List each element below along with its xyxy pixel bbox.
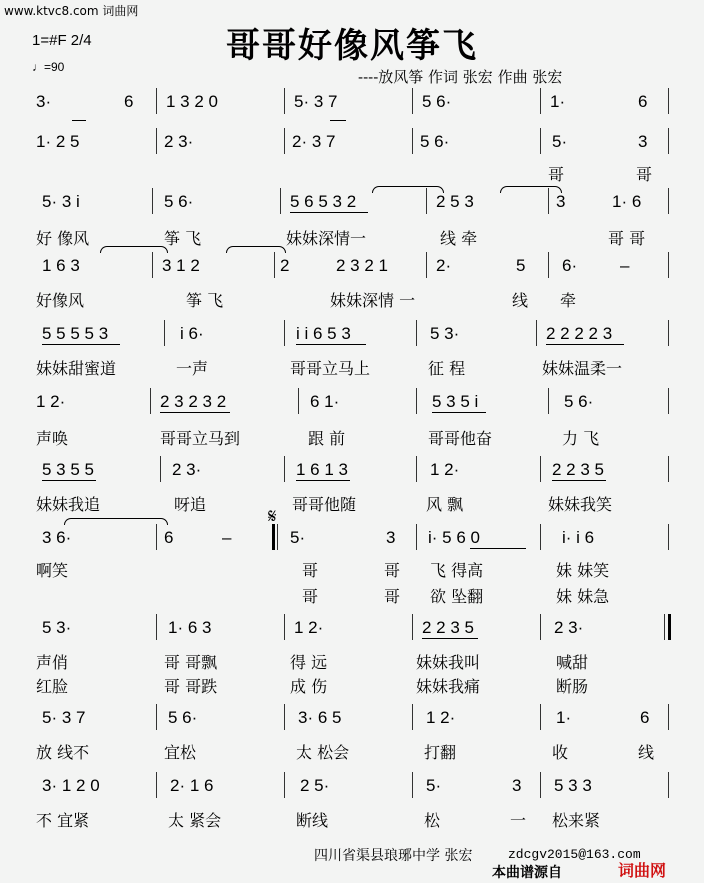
note-group: 6 [640, 708, 650, 727]
lyric-text: 成 伤 [290, 677, 328, 696]
note-group: 6 [638, 92, 648, 111]
lyric-text: 哥 [636, 165, 653, 184]
lyric-text: 妹妹深情一 [286, 229, 367, 248]
lyric-text: 跟 前 [308, 429, 346, 448]
note-group: 5 6· [564, 392, 594, 411]
note-group: 2 2 2 2 3 [546, 324, 613, 343]
note-group: 2· 1 6 [170, 776, 214, 795]
note-group: 3· 6 5 [298, 708, 342, 727]
note-group: i i 6 5 3 [296, 324, 351, 343]
note-group: – [222, 528, 232, 547]
note-group: 2 5 3 [436, 192, 474, 211]
note-group: 3 [386, 528, 396, 547]
lyric-text: 打翻 [424, 743, 457, 762]
lyric-text: 太 松会 [296, 743, 350, 762]
note-group: 5· 3 i [42, 192, 80, 211]
note-group: 1 2· [36, 392, 66, 411]
note-group: 2 2 3 5 [552, 460, 604, 479]
note-group: 2 2 3 5 [422, 618, 474, 637]
footer-source: 四川省渠县琅琊中学 张宏 [314, 848, 473, 864]
lyric-text: 哥哥立马到 [160, 429, 241, 448]
lyric-text: 一 [510, 811, 527, 830]
lyric-text: 哥 [302, 587, 319, 606]
lyric-text: 不 宜紧 [36, 811, 90, 830]
note-group: 1 3 2 0 [166, 92, 218, 111]
note-group: 2 [280, 256, 290, 275]
note-group: 2 3· [172, 460, 202, 479]
note-group: i 6· [180, 324, 204, 343]
note-group: 1· 6 3 [168, 618, 212, 637]
footer-label: 本曲谱源自 [492, 865, 562, 881]
song-title: 哥哥好像风筝飞 [226, 26, 478, 66]
note-group: 3· [36, 92, 52, 111]
lyric-text: 好像风 [36, 291, 85, 310]
note-group: 5 6· [168, 708, 198, 727]
note-group: 1· 2 5 [36, 132, 80, 151]
lyric-text: 太 紧会 [168, 811, 222, 830]
note-group: 3· 1 2 0 [42, 776, 100, 795]
note-group: 5 3 3 [554, 776, 592, 795]
lyric-text: 放 线不 [36, 743, 90, 762]
note-group: 6· [562, 256, 578, 275]
note-group: 5 5 5 5 3 [42, 324, 109, 343]
lyric-text: 飞 得高 [430, 561, 484, 580]
lyric-text: 松 [424, 811, 441, 830]
note-group: 3 [638, 132, 648, 151]
lyric-text: 红脸 [36, 677, 69, 696]
note-group: 2· 3 7 [292, 132, 336, 151]
note-group: 5 3 5 5 [42, 460, 94, 479]
note-group: 6 [124, 92, 134, 111]
tempo-mark: ♩=90 [32, 60, 65, 74]
footer-email: zdcgv2015@163.com [508, 847, 641, 862]
lyric-text: 筝 飞 [186, 291, 224, 310]
note-group: 1 2· [426, 708, 456, 727]
note-group: 5· [552, 132, 568, 151]
note-group: 5· [290, 528, 306, 547]
note-group: 5 [516, 256, 526, 275]
lyric-text: 哥 哥 [608, 229, 646, 248]
note-group: 2· [436, 256, 452, 275]
lyric-text: 宜松 [164, 743, 197, 762]
lyric-text: 哥 [384, 561, 401, 580]
footer-site: 词曲网 [618, 861, 667, 880]
note-group: 1 6 3 [42, 256, 80, 275]
lyric-text: 筝 飞 [164, 229, 202, 248]
note-group: i· i 6 [562, 528, 595, 547]
note-group: 3 [556, 192, 566, 211]
lyric-text: 呀追 [174, 495, 207, 514]
note-group: i· 5 6 0 [428, 528, 480, 547]
note-group: 1· 6 [612, 192, 642, 211]
lyric-text: 风 飘 [426, 495, 464, 514]
lyric-text: 妹 妹急 [556, 587, 610, 606]
lyric-text: 哥 [384, 587, 401, 606]
lyric-text: 妹妹我痛 [416, 677, 481, 696]
note-group: 6 [164, 528, 174, 547]
note-group: 5· [426, 776, 442, 795]
note-group: 3 6· [42, 528, 72, 547]
lyric-text: 牵 [560, 291, 577, 310]
lyric-text: 妹妹温柔一 [542, 359, 623, 378]
note-group: 5 3 5 i [432, 392, 479, 411]
note-group: 5 6· [422, 92, 452, 111]
note-group: 1 6 1 3 [296, 460, 348, 479]
lyric-text: 哥 [302, 561, 319, 580]
note-group: 1 2· [430, 460, 460, 479]
lyric-text: 妹妹我笑 [548, 495, 613, 514]
note-group: 5 3· [42, 618, 72, 637]
lyric-text: 哥 [548, 165, 565, 184]
lyric-text: 征 程 [428, 359, 466, 378]
note-group: 5 3· [430, 324, 460, 343]
note-group: 5· 3 7 [42, 708, 86, 727]
lyric-text: 得 远 [290, 653, 328, 672]
lyric-text: 哥哥立马上 [290, 359, 371, 378]
lyric-text: 妹妹甜蜜道 [36, 359, 117, 378]
lyric-text: 妹妹深情 一 [330, 291, 416, 310]
song-credits: ----放风筝 作词 张宏 作曲 张宏 [358, 68, 563, 86]
lyric-text: 哥 哥跌 [164, 677, 218, 696]
lyric-text: 喊甜 [556, 653, 589, 672]
note-group: 2 3 2 1 [336, 256, 388, 275]
note-group: 5· 3 7 [294, 92, 338, 111]
lyric-text: 力 飞 [562, 429, 600, 448]
lyric-text: 线 [638, 743, 655, 762]
note-group: 3 1 2 [162, 256, 200, 275]
lyric-text: 欲 坠翻 [430, 587, 484, 606]
lyric-text: 哥 哥飘 [164, 653, 218, 672]
note-group: 2 5· [300, 776, 330, 795]
key-signature: 1=#F 2/4 [32, 32, 92, 49]
lyric-text: 妹 妹笑 [556, 561, 610, 580]
note-group: 1 2· [294, 618, 324, 637]
site-watermark: www.ktvc8.com 词曲网 [4, 4, 139, 18]
note-group: 2 3· [164, 132, 194, 151]
note-group: 1· [556, 708, 572, 727]
lyric-text: 声唤 [36, 429, 69, 448]
lyric-text: 妹妹我追 [36, 495, 101, 514]
note-group: 1· [550, 92, 566, 111]
lyric-text: 松来紧 [552, 811, 601, 830]
note-group: 3 [512, 776, 522, 795]
lyric-text: 妹妹我叫 [416, 653, 481, 672]
lyric-text: 声俏 [36, 653, 69, 672]
note-group: 2 3· [554, 618, 584, 637]
lyric-text: 哥哥他奋 [428, 429, 493, 448]
lyric-text: 哥哥他随 [292, 495, 357, 514]
lyric-text: 断线 [296, 811, 329, 830]
note-group: 5 6 5 3 2 [290, 192, 357, 211]
lyric-text: 一声 [176, 359, 209, 378]
note-group: – [620, 256, 630, 275]
lyric-text: 线 [512, 291, 529, 310]
lyric-text: 断肠 [556, 677, 589, 696]
lyric-text: 好 像风 [36, 229, 90, 248]
note-group: 5 6· [420, 132, 450, 151]
note-group: 6 1· [310, 392, 340, 411]
segno-sign: 𝄋 [268, 504, 277, 528]
lyric-text: 啊笑 [36, 561, 69, 580]
note-group: 2 3 2 3 2 [160, 392, 227, 411]
lyric-text: 收 [552, 743, 569, 762]
lyric-text: 线 牵 [440, 229, 478, 248]
note-group: 5 6· [164, 192, 194, 211]
